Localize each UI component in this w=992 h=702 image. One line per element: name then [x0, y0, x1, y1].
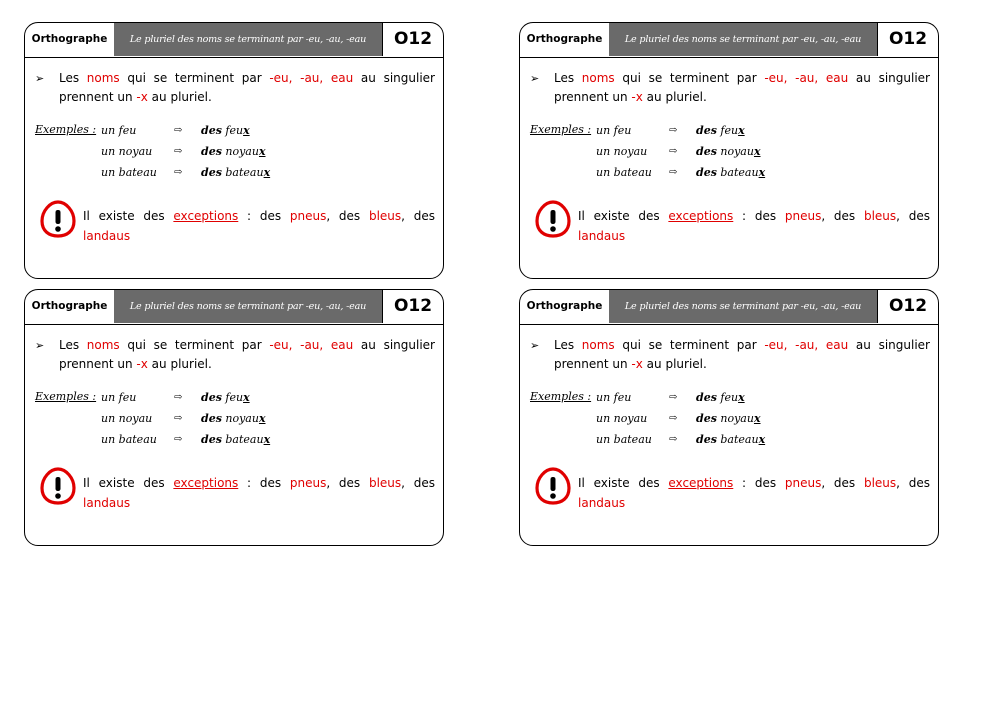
exception-text: : des	[733, 476, 785, 490]
example-article: des	[201, 433, 222, 446]
example-ending: x	[258, 145, 266, 158]
exception-word: pneus	[289, 209, 327, 223]
lesson-card	[24, 22, 444, 279]
example-stem: feu	[221, 124, 244, 137]
exception-text: : des	[238, 476, 290, 490]
example-singular: un noyau	[596, 412, 648, 425]
examples-block	[530, 390, 860, 454]
rule-text: Les	[59, 71, 87, 85]
lesson-card	[519, 289, 939, 546]
example-ending: x	[758, 433, 766, 446]
right-arrow-icon: ⇨	[669, 413, 678, 424]
card-title: Le pluriel des noms se terminant par -eu, -au, -eau	[114, 290, 382, 323]
example-row	[101, 142, 361, 162]
exception-word: landaus	[83, 229, 131, 243]
example-row	[101, 409, 361, 429]
exception-highlight: exceptions	[173, 209, 239, 223]
rule-highlight: -x	[136, 357, 148, 371]
rule-text: au singulier prennent un	[59, 71, 435, 104]
example-plural	[201, 430, 270, 450]
example-row	[596, 409, 856, 429]
arrow-bullet-icon: ➢	[35, 339, 45, 352]
rule-text: au singulier prennent un	[554, 71, 930, 104]
rule-text: au pluriel.	[642, 357, 707, 371]
example-singular: un bateau	[101, 166, 157, 179]
exception-word: bleus	[368, 476, 402, 490]
exception-word: landaus	[83, 496, 131, 510]
examples-label: Exemples :	[35, 390, 97, 403]
examples-label: Exemples :	[35, 123, 97, 136]
rule-text: qui se terminent par	[614, 71, 765, 85]
example-stem: feu	[716, 124, 739, 137]
example-ending: x	[738, 391, 745, 404]
example-plural	[201, 121, 250, 141]
example-row	[596, 163, 856, 183]
exception-text: , des	[326, 476, 369, 490]
example-singular: un bateau	[596, 433, 652, 446]
right-arrow-icon: ⇨	[174, 125, 183, 136]
card-code: O12	[877, 290, 938, 323]
card-header	[25, 23, 443, 58]
example-stem: noyau	[716, 412, 754, 425]
examples-block	[530, 123, 860, 187]
example-row	[596, 142, 856, 162]
exception-text: , des	[896, 476, 930, 490]
right-arrow-icon: ⇨	[669, 434, 678, 445]
warning-exclamation-icon	[534, 199, 572, 239]
example-singular: un noyau	[596, 145, 648, 158]
example-ending: x	[263, 166, 271, 179]
card-header	[25, 290, 443, 325]
arrow-bullet-icon: ➢	[35, 72, 45, 85]
card-subject: Orthographe	[25, 23, 115, 56]
example-plural	[201, 388, 250, 408]
example-article: des	[201, 145, 222, 158]
arrow-bullet-icon: ➢	[530, 339, 540, 352]
right-arrow-icon: ⇨	[174, 434, 183, 445]
exception-paragraph	[578, 473, 930, 513]
rule-highlight: noms	[581, 338, 615, 352]
example-stem: noyau	[221, 145, 259, 158]
rule-highlight: -eu, -au, eau	[269, 71, 354, 85]
rule-text: au pluriel.	[147, 357, 212, 371]
exception-word: landaus	[578, 229, 626, 243]
rule-text: au singulier prennent un	[59, 338, 435, 371]
exception-word: bleus	[368, 209, 402, 223]
warning-exclamation-icon	[534, 466, 572, 506]
example-stem: noyau	[716, 145, 754, 158]
exception-highlight: exceptions	[173, 476, 239, 490]
example-stem: feu	[716, 391, 739, 404]
example-ending: x	[243, 391, 250, 404]
exception-word: bleus	[863, 209, 897, 223]
example-article: des	[696, 433, 717, 446]
exception-text: Il existe des	[578, 476, 669, 490]
example-singular: un feu	[101, 124, 137, 137]
example-article: des	[696, 412, 717, 425]
example-ending: x	[263, 433, 271, 446]
card-subject: Orthographe	[520, 23, 610, 56]
example-singular: un feu	[101, 391, 137, 404]
example-ending: x	[753, 145, 761, 158]
exception-highlight: exceptions	[668, 209, 734, 223]
card-header	[520, 290, 938, 325]
example-row	[101, 121, 361, 141]
example-ending: x	[258, 412, 266, 425]
example-row	[596, 430, 856, 450]
warning-exclamation-icon	[39, 466, 77, 506]
rule-highlight: -x	[631, 90, 643, 104]
example-stem: feu	[221, 391, 244, 404]
example-ending: x	[758, 166, 766, 179]
card-subject: Orthographe	[520, 290, 610, 323]
rule-highlight: noms	[581, 71, 615, 85]
rule-text: Les	[554, 71, 582, 85]
rule-text: qui se terminent par	[119, 338, 270, 352]
exception-highlight: exceptions	[668, 476, 734, 490]
example-plural	[201, 142, 266, 162]
example-row	[101, 163, 361, 183]
exception-text: , des	[401, 476, 435, 490]
exception-text: , des	[401, 209, 435, 223]
example-singular: un feu	[596, 124, 632, 137]
exception-text: , des	[326, 209, 369, 223]
example-plural	[696, 430, 765, 450]
rule-paragraph	[35, 69, 435, 107]
example-stem: bateau	[221, 166, 264, 179]
lesson-card	[24, 289, 444, 546]
rule-text: Les	[554, 338, 582, 352]
arrow-bullet-icon: ➢	[530, 72, 540, 85]
example-plural	[696, 409, 761, 429]
example-article: des	[201, 391, 222, 404]
exception-text: , des	[896, 209, 930, 223]
example-singular: un noyau	[101, 145, 153, 158]
example-stem: bateau	[716, 166, 759, 179]
exception-text: Il existe des	[578, 209, 669, 223]
warning-exclamation-icon	[39, 199, 77, 239]
example-plural	[696, 163, 765, 183]
rule-highlight: -eu, -au, eau	[269, 338, 354, 352]
exception-word: bleus	[863, 476, 897, 490]
rule-text: au pluriel.	[147, 90, 212, 104]
example-stem: bateau	[221, 433, 264, 446]
exception-word: pneus	[289, 476, 327, 490]
card-title: Le pluriel des noms se terminant par -eu, -au, -eau	[114, 23, 382, 56]
exception-word: landaus	[578, 496, 626, 510]
exception-paragraph	[578, 206, 930, 246]
card-subject: Orthographe	[25, 290, 115, 323]
rule-highlight: -x	[631, 357, 643, 371]
examples-label: Exemples :	[530, 390, 592, 403]
example-singular: un bateau	[596, 166, 652, 179]
example-article: des	[201, 412, 222, 425]
rule-text: qui se terminent par	[614, 338, 765, 352]
rule-paragraph	[530, 69, 930, 107]
exception-paragraph	[83, 473, 435, 513]
example-plural	[696, 121, 745, 141]
example-plural	[201, 163, 270, 183]
example-singular: un feu	[596, 391, 632, 404]
exception-word: pneus	[784, 476, 822, 490]
examples-label: Exemples :	[530, 123, 592, 136]
rule-highlight: -eu, -au, eau	[764, 71, 849, 85]
example-plural	[696, 142, 761, 162]
card-code: O12	[877, 23, 938, 56]
right-arrow-icon: ⇨	[174, 392, 183, 403]
right-arrow-icon: ⇨	[174, 167, 183, 178]
exception-text: : des	[238, 209, 290, 223]
card-header	[520, 23, 938, 58]
examples-block	[35, 123, 365, 187]
lesson-card	[519, 22, 939, 279]
card-code: O12	[382, 290, 443, 323]
exception-paragraph	[83, 206, 435, 246]
card-code: O12	[382, 23, 443, 56]
example-ending: x	[753, 412, 761, 425]
rule-text: au pluriel.	[642, 90, 707, 104]
right-arrow-icon: ⇨	[669, 146, 678, 157]
example-stem: noyau	[221, 412, 259, 425]
example-plural	[201, 409, 266, 429]
right-arrow-icon: ⇨	[669, 392, 678, 403]
right-arrow-icon: ⇨	[669, 167, 678, 178]
example-ending: x	[243, 124, 250, 137]
rule-text: au singulier prennent un	[554, 338, 930, 371]
rule-highlight: noms	[86, 338, 120, 352]
example-article: des	[696, 145, 717, 158]
example-plural	[696, 388, 745, 408]
rule-paragraph	[530, 336, 930, 374]
card-title: Le pluriel des noms se terminant par -eu, -au, -eau	[609, 23, 877, 56]
exception-text: , des	[821, 209, 864, 223]
example-row	[596, 388, 856, 408]
rule-highlight: noms	[86, 71, 120, 85]
exception-text: Il existe des	[83, 209, 174, 223]
example-article: des	[696, 166, 717, 179]
example-singular: un bateau	[101, 433, 157, 446]
example-stem: bateau	[716, 433, 759, 446]
exception-word: pneus	[784, 209, 822, 223]
example-article: des	[696, 124, 717, 137]
rule-text: qui se terminent par	[119, 71, 270, 85]
example-article: des	[201, 166, 222, 179]
card-title: Le pluriel des noms se terminant par -eu, -au, -eau	[609, 290, 877, 323]
example-row	[101, 388, 361, 408]
rule-highlight: -eu, -au, eau	[764, 338, 849, 352]
rule-text: Les	[59, 338, 87, 352]
examples-block	[35, 390, 365, 454]
example-article: des	[201, 124, 222, 137]
example-row	[101, 430, 361, 450]
example-singular: un noyau	[101, 412, 153, 425]
exception-text: Il existe des	[83, 476, 174, 490]
example-row	[596, 121, 856, 141]
rule-highlight: -x	[136, 90, 148, 104]
exception-text: , des	[821, 476, 864, 490]
right-arrow-icon: ⇨	[669, 125, 678, 136]
rule-paragraph	[35, 336, 435, 374]
right-arrow-icon: ⇨	[174, 146, 183, 157]
example-ending: x	[738, 124, 745, 137]
right-arrow-icon: ⇨	[174, 413, 183, 424]
exception-text: : des	[733, 209, 785, 223]
example-article: des	[696, 391, 717, 404]
